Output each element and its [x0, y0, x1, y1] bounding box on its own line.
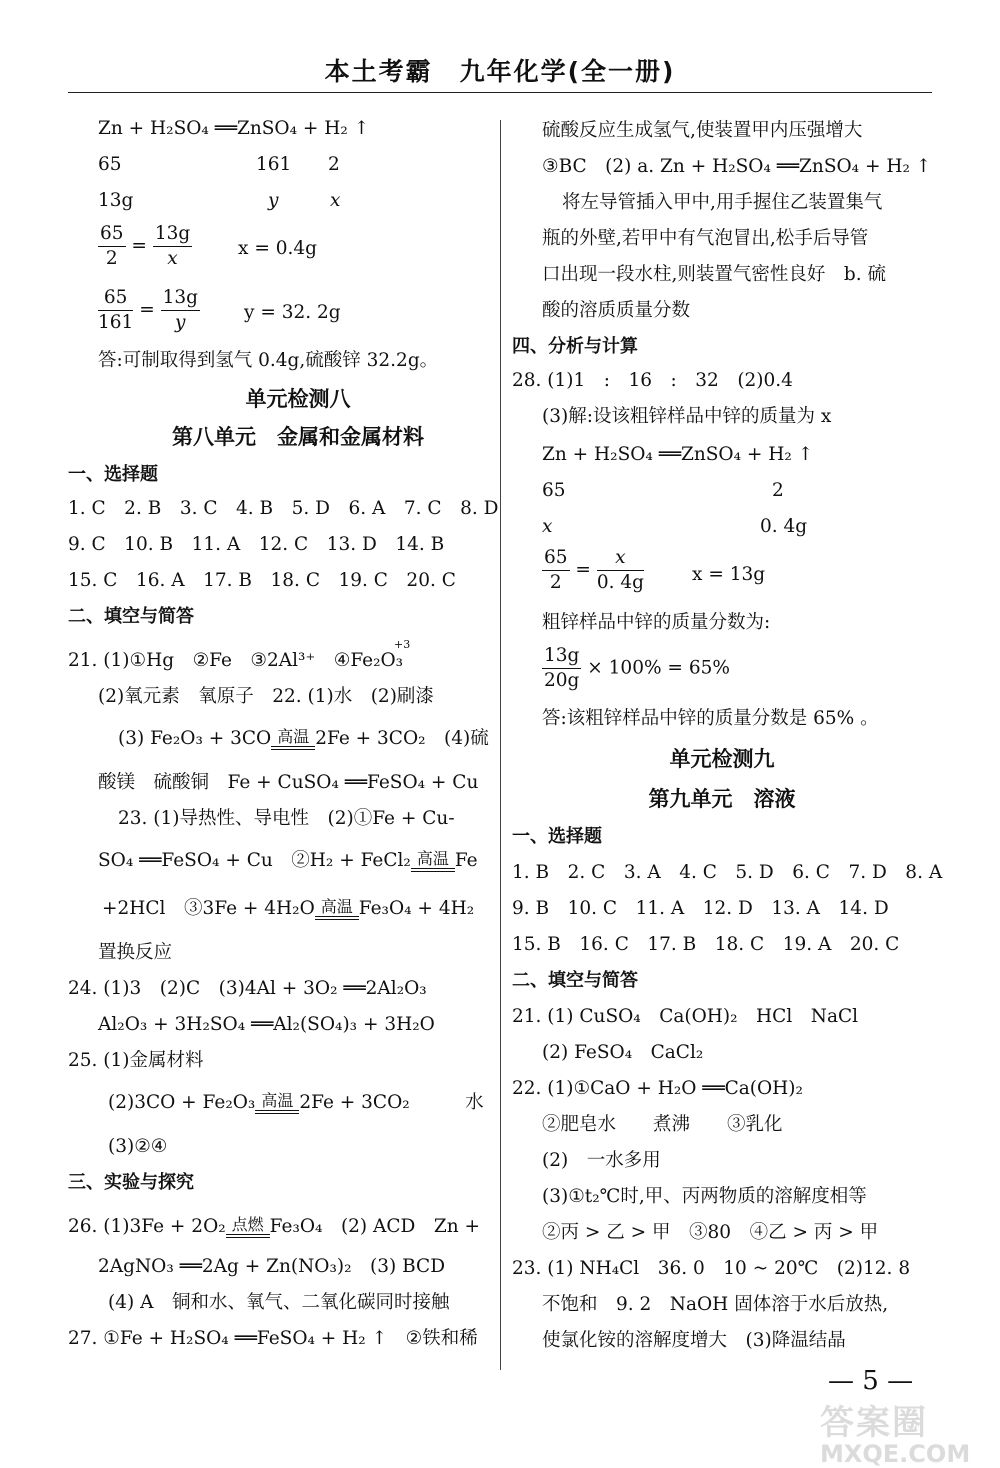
question-line: 24. (1)3 (2)C (3)4Al + 3O₂ ══2Al₂O₃: [68, 978, 427, 999]
question-line: 酸镁 硫酸铜 Fe + CuSO₄ ══FeSO₄ + Cu: [98, 772, 479, 793]
question-line: Al₂O₃ + 3H₂SO₄ ══Al₂(SO₄)₃ + 3H₂O: [98, 1014, 435, 1035]
column-divider: [500, 120, 501, 1370]
question-line: 21. (1)①Hg ②Fe ③2Al³⁺ ④Fe₂O₃: [68, 650, 404, 671]
mass-value: 13g: [98, 190, 134, 211]
question-line: (2) FeSO₄ CaCl₂: [542, 1042, 704, 1063]
answer-row: 15. B 16. C 17. B 18. C 19. A 20. C: [512, 934, 900, 955]
result: y = 32. 2g: [244, 302, 341, 323]
section-heading: 一、选择题: [512, 826, 602, 847]
text-line: 粗锌样品中锌的质量分数为:: [542, 612, 771, 633]
answer-row: 1. C 2. B 3. C 4. B 5. D 6. A 7. C 8. D: [68, 498, 499, 519]
section-heading: 三、实验与探究: [68, 1172, 194, 1193]
question-line: 置换反应: [98, 942, 173, 963]
mass-value: 2: [772, 480, 784, 501]
text-line: 将左导管插入甲中,用手握住乙装置集气: [562, 192, 883, 213]
equation-line: Zn + H₂SO₄ ══ZnSO₄ + H₂ ↑: [98, 118, 370, 139]
section-title: 单元检测八: [245, 387, 351, 411]
variable: y: [268, 190, 279, 211]
answer-row: 1. B 2. C 3. A 4. C 5. D 6. C 7. D 8. A: [512, 862, 943, 883]
text-line: 瓶的外壁,若甲中有气泡冒出,松手后导管: [542, 228, 869, 249]
header-rule: [68, 92, 932, 93]
question-line: (2)氧元素 氧原子 22. (1)水 (2)刷漆: [98, 686, 434, 707]
question-line: ②肥皂水 煮沸 ③乳化: [542, 1114, 783, 1135]
question-line: (3)②④: [108, 1136, 168, 1157]
question-line: (3) Fe₂O₃ + 3CO 高温 2Fe + 3CO₂ (4)硫: [118, 727, 489, 749]
question-line: 21. (1) CuSO₄ Ca(OH)₂ HCl NaCl: [512, 1006, 859, 1027]
mass-value: 65: [542, 480, 566, 501]
question-line: SO₄ ══FeSO₄ + Cu ②H₂ + FeCl₂ 高温 Fe: [98, 849, 478, 871]
watermark-logo: 答案圈 MXQE.COM: [820, 1403, 971, 1468]
section-subtitle: 第八单元 金属和金属材料: [172, 425, 424, 449]
result: x = 0.4g: [238, 238, 317, 259]
question-line: 28. (1)1 : 16 : 32 (2)0.4: [512, 370, 793, 391]
variable: x: [542, 516, 553, 537]
text-line: 酸的溶质质量分数: [542, 300, 691, 321]
question-line: +2HCl ③3Fe + 4H₂O 高温 Fe₃O₄ + 4H₂: [102, 897, 475, 919]
question-line: (2) 一水多用: [542, 1150, 661, 1171]
mass-value: 65: [98, 154, 122, 175]
section-heading: 一、选择题: [68, 464, 158, 485]
question-line: ②丙 > 乙 > 甲 ③80 ④乙 > 丙 > 甲: [542, 1222, 879, 1243]
question-line: 23. (1)导热性、导电性 (2)①Fe + Cu-: [118, 808, 455, 829]
mass-value: 0. 4g: [760, 516, 808, 537]
text-line: 口出现一段水柱,则装置气密性良好 b. 硫: [542, 264, 886, 285]
section-heading: 二、填空与简答: [68, 606, 194, 627]
question-line: 2AgNO₃ ══2Ag + Zn(NO₃)₂ (3) BCD: [98, 1256, 446, 1277]
question-line: 23. (1) NH₄Cl 36. 0 10 ~ 20℃ (2)12. 8: [512, 1258, 911, 1279]
question-line: 不饱和 9. 2 NaOH 固体溶于水后放热,: [542, 1294, 889, 1315]
fraction-equation: $\frac{65}{2}$ = $\frac{13g}{x}$: [100, 223, 191, 269]
question-line: 25. (1)金属材料: [68, 1050, 204, 1071]
answer-line: 答:该粗锌样品中锌的质量分数是 65% 。: [542, 708, 879, 729]
variable: x: [330, 190, 341, 211]
fraction-equation: $\frac{65}{2}$ = $\frac{x}{0. 4g}$: [544, 547, 644, 593]
mass-value: 2: [328, 154, 340, 175]
text-line: ③BC (2) a. Zn + H₂SO₄ ══ZnSO₄ + H₂ ↑: [542, 156, 932, 177]
question-line: 22. (1)①CaO + H₂O ══Ca(OH)₂: [512, 1078, 803, 1099]
answer-line: 答:可制取得到氢气 0.4g,硫酸锌 32.2g。: [98, 350, 439, 371]
question-line: (3)①t₂℃时,甲、丙两物质的溶解度相等: [542, 1186, 867, 1207]
page-number: — 5 —: [828, 1366, 914, 1396]
answer-row: 9. B 10. C 11. A 12. D 13. A 14. D: [512, 898, 889, 919]
section-heading: 四、分析与计算: [512, 336, 638, 357]
answer-row: 9. C 10. B 11. A 12. C 13. D 14. B: [68, 534, 445, 555]
text-line: 硫酸反应生成氢气,使装置甲内压强增大: [542, 120, 863, 141]
fraction-equation: $\frac{65}{161}$ = $\frac{13g}{y}$: [98, 287, 198, 333]
question-line: (4) A 铜和水、氧气、二氧化碳同时接触: [108, 1292, 450, 1313]
question-line: (2)3CO + Fe₂O₃ 高温 2Fe + 3CO₂ 水: [108, 1091, 484, 1113]
fraction-equation: $\frac{13g}{20g}$ × 100% = 65%: [544, 645, 730, 691]
equation-line: Zn + H₂SO₄ ══ZnSO₄ + H₂ ↑: [542, 444, 814, 465]
result: x = 13g: [692, 564, 766, 585]
question-line: (3)解:设该粗锌样品中锌的质量为 x: [542, 406, 832, 427]
oxidation-state: +3: [394, 638, 411, 651]
page-header: 本土考霸 九年化学(全一册): [324, 57, 676, 86]
question-line: 使氯化铵的溶解度增大 (3)降温结晶: [542, 1330, 846, 1351]
question-line: 27. ①Fe + H₂SO₄ ══FeSO₄ + H₂ ↑ ②铁和稀: [68, 1328, 478, 1349]
section-heading: 二、填空与简答: [512, 970, 638, 991]
section-title: 单元检测九: [669, 747, 775, 771]
question-line: 26. (1)3Fe + 2O₂ 点燃 Fe₃O₄ (2) ACD Zn +: [68, 1215, 481, 1237]
mass-value: 161: [256, 154, 292, 175]
section-subtitle: 第九单元 溶液: [648, 787, 796, 811]
answer-row: 15. C 16. A 17. B 18. C 19. C 20. C: [68, 570, 456, 591]
